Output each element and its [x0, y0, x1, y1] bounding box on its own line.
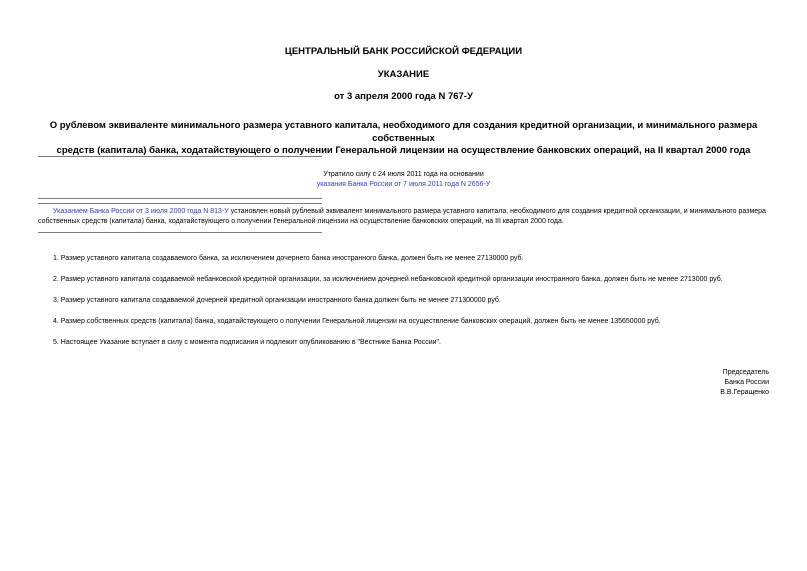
document-date-number: от 3 апреля 2000 года N 767-У: [334, 91, 473, 102]
validity-notice: [0, 170, 807, 190]
signatory-organization: Банка России: [724, 379, 769, 386]
separator-line: [38, 232, 322, 233]
validity-notice-link[interactable]: указания Банка России от 7 июля 2011 года N 2656-У: [316, 181, 491, 188]
paragraph-2: 2. Размер уставного капитала создаваемой небанковской кредитной организации, за исключением дочерней небанковской кредитной организации иностранного банка, должен быть не менее 2713000 руб.: [53, 276, 723, 283]
editorial-note: [38, 207, 772, 227]
issuer-heading: ЦЕНТРАЛЬНЫЙ БАНК РОССИЙСКОЙ ФЕДЕРАЦИИ: [284, 46, 523, 57]
paragraph-5: 5. Настоящее Указание вступает в силу с момента подписания и подлежит опубликованию в "Вестнике Банка России".: [53, 339, 441, 346]
paragraph-3: 3. Размер уставного капитала создаваемой дочерней кредитной организации иностранного банка должен быть не менее 271300000 руб.: [53, 297, 501, 304]
signatory-title: Председатель: [722, 369, 769, 376]
separator-line: [38, 156, 322, 157]
paragraph-1: 1. Размер уставного капитала создаваемого банка, за исключением дочернего банка иностранного банка, должен быть не менее 27130000 руб.: [53, 255, 524, 262]
editorial-note-link[interactable]: Указанием Банка России от 3 июля 2000 года N 813-У: [53, 208, 229, 215]
editorial-note-text: установлен новый рублевый эквивалент минимального размера уставного капитала, необходимого для создания кредитной организации, и минимального размера собственных средств (капитала) банка, ходатайствующего о получении Генеральной лицензии на осуществление банковских операций, на III квартал 2000 года.: [38, 208, 766, 225]
separator-line: [38, 203, 322, 204]
validity-notice-text: Утратило силу с 24 июля 2011 года на основании: [323, 171, 484, 178]
separator-line: [38, 198, 322, 199]
document-title: [30, 120, 777, 158]
document-title-line-1: О рублевом эквиваленте минимального размера уставного капитала, необходимого для создания кредитной организации, и минимального размера собственных: [49, 120, 758, 144]
signature-block: [569, 368, 769, 398]
paragraph-4: 4. Размер собственных средств (капитала) банка, ходатайствующего о получении Генеральной лицензии на осуществление банковских операций, должен быть не менее 135650000 руб.: [53, 318, 661, 325]
signatory-name: В.В.Геращенко: [720, 389, 769, 396]
document-type-heading: УКАЗАНИЕ: [377, 69, 430, 80]
document-title-line-2: средств (капитала) банка, ходатайствующего о получении Генеральной лицензии на осуществление банковских операций, на II квартал 2000 года: [56, 145, 751, 156]
